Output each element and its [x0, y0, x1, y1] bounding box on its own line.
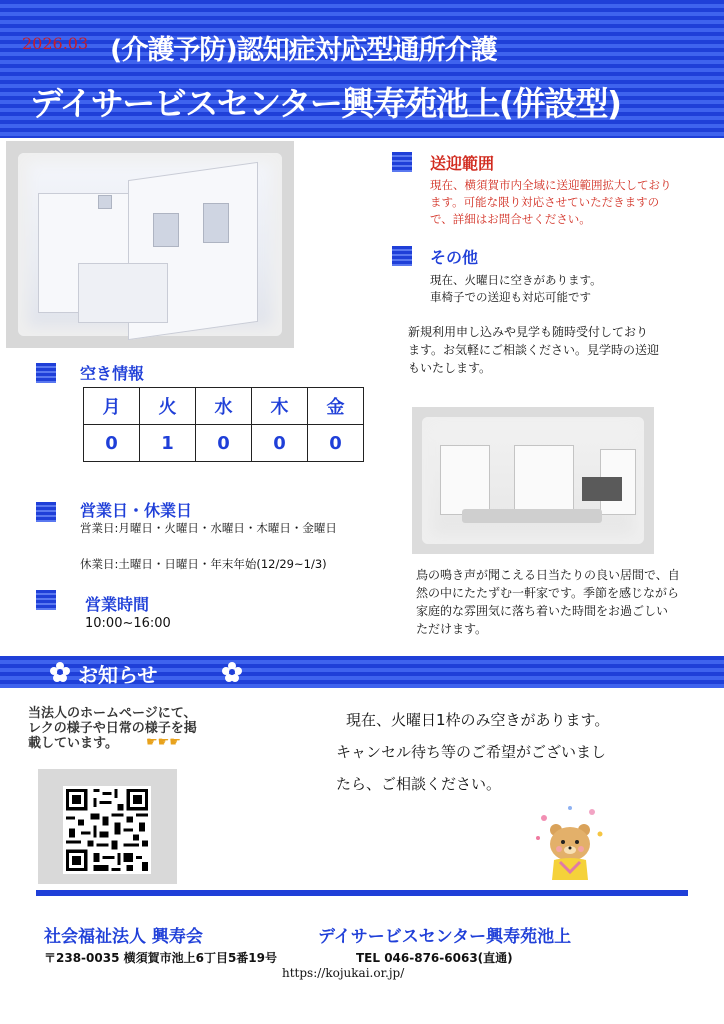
- count-tue: 1: [140, 425, 196, 462]
- hours-title: 営業時間: [85, 595, 150, 614]
- count-fri: 0: [308, 425, 364, 462]
- footer-address: 〒238-0035 横須賀市池上6丁目5番19号: [44, 951, 278, 965]
- day-tue: 火: [140, 388, 196, 425]
- intro-line-1: 新規利用申し込みや見学も随時受付しており: [408, 325, 649, 339]
- room-caption-line-1: 鳥の鳴き声が聞こえる日当たりの良い居間で、自: [416, 568, 680, 582]
- intro-line-2: ます。お気軽にご相談ください。見学時の送迎: [408, 343, 660, 357]
- living-room-photo: [412, 407, 654, 554]
- other-line-2: 車椅子での送迎も対応可能です: [430, 290, 591, 304]
- other-line-1: 現在、火曜日に空きがあります。: [430, 273, 602, 287]
- availability-marker-icon: [36, 363, 56, 383]
- day-thu: 木: [252, 388, 308, 425]
- other-title: その他: [430, 248, 479, 267]
- hours-marker-icon: [36, 590, 56, 610]
- room-caption-line-2: 然の中にたたずむ一軒家です。季節を感じながら: [416, 586, 680, 600]
- business-days-closed: 休業日:土曜日・日曜日・年末年始(12/29~1/3): [80, 557, 327, 571]
- footer-url-link[interactable]: https://kojukai.or.jp/: [282, 966, 405, 980]
- footer-divider: [36, 890, 688, 896]
- header-title-line2: デイサービスセンター興寿苑池上(併設型): [30, 84, 621, 123]
- transport-marker-icon: [392, 152, 412, 172]
- business-days-title: 営業日・休業日: [80, 501, 193, 520]
- qr-code-icon[interactable]: [63, 786, 151, 874]
- availability-table: [83, 387, 364, 462]
- transport-line-3: で、詳細はお問合せください。: [430, 212, 591, 226]
- homepage-line-3: 載しています。: [28, 736, 118, 751]
- notice-line-1: 現在、火曜日1枠のみ空きがあります。: [346, 711, 610, 729]
- day-mon: 月: [84, 388, 140, 425]
- footer-org: 社会福祉法人 興寿会: [44, 927, 203, 947]
- homepage-line-2: レクの様子や日常の様子を掲: [28, 721, 197, 736]
- room-caption-line-3: 家庭的な雰囲気に落ち着いた時間をお過ごしい: [416, 604, 669, 618]
- transport-line-2: ます。可能な限り対応させていただきますの: [430, 195, 660, 209]
- business-days-open: 営業日:月曜日・火曜日・水曜日・木曜日・金曜日: [80, 521, 337, 535]
- header-title-line1: (介護予防)認知症対応型通所介護: [110, 35, 497, 66]
- other-marker-icon: [392, 246, 412, 266]
- notice-line-3: たら、ご相談ください。: [336, 775, 502, 793]
- room-caption-line-4: ただけます。: [416, 622, 488, 636]
- transport-title: 送迎範囲: [430, 154, 495, 173]
- bear-mascot-icon: [530, 800, 610, 884]
- notice-line-2: キャンセル待ち等のご希望がございまし: [336, 743, 607, 761]
- footer-tel: TEL 046-876-6063(直通): [356, 951, 513, 965]
- hours-value: 10:00~16:00: [85, 616, 171, 631]
- building-photo: [6, 141, 294, 348]
- homepage-line-1: 当法人のホームページにて、: [28, 706, 197, 721]
- news-title: お知らせ: [78, 663, 158, 687]
- availability-days-row: [84, 388, 364, 425]
- availability-counts-row: [84, 425, 364, 462]
- flower-icon: [222, 662, 242, 682]
- flower-icon: [50, 662, 70, 682]
- count-mon: 0: [84, 425, 140, 462]
- footer-center: デイサービスセンター興寿苑池上: [318, 927, 572, 947]
- count-wed: 0: [196, 425, 252, 462]
- day-fri: 金: [308, 388, 364, 425]
- news-banner: [0, 656, 724, 688]
- issue-date: 2026.03: [22, 34, 89, 53]
- pointing-hand-icons: ☛☛☛: [146, 735, 181, 750]
- count-thu: 0: [252, 425, 308, 462]
- header-banner: [0, 0, 724, 138]
- transport-line-1: 現在、横須賀市内全域に送迎範囲拡大しており: [430, 178, 672, 192]
- intro-line-3: もいたします。: [408, 361, 492, 375]
- business-days-marker-icon: [36, 502, 56, 522]
- day-wed: 水: [196, 388, 252, 425]
- availability-title: 空き情報: [80, 364, 145, 383]
